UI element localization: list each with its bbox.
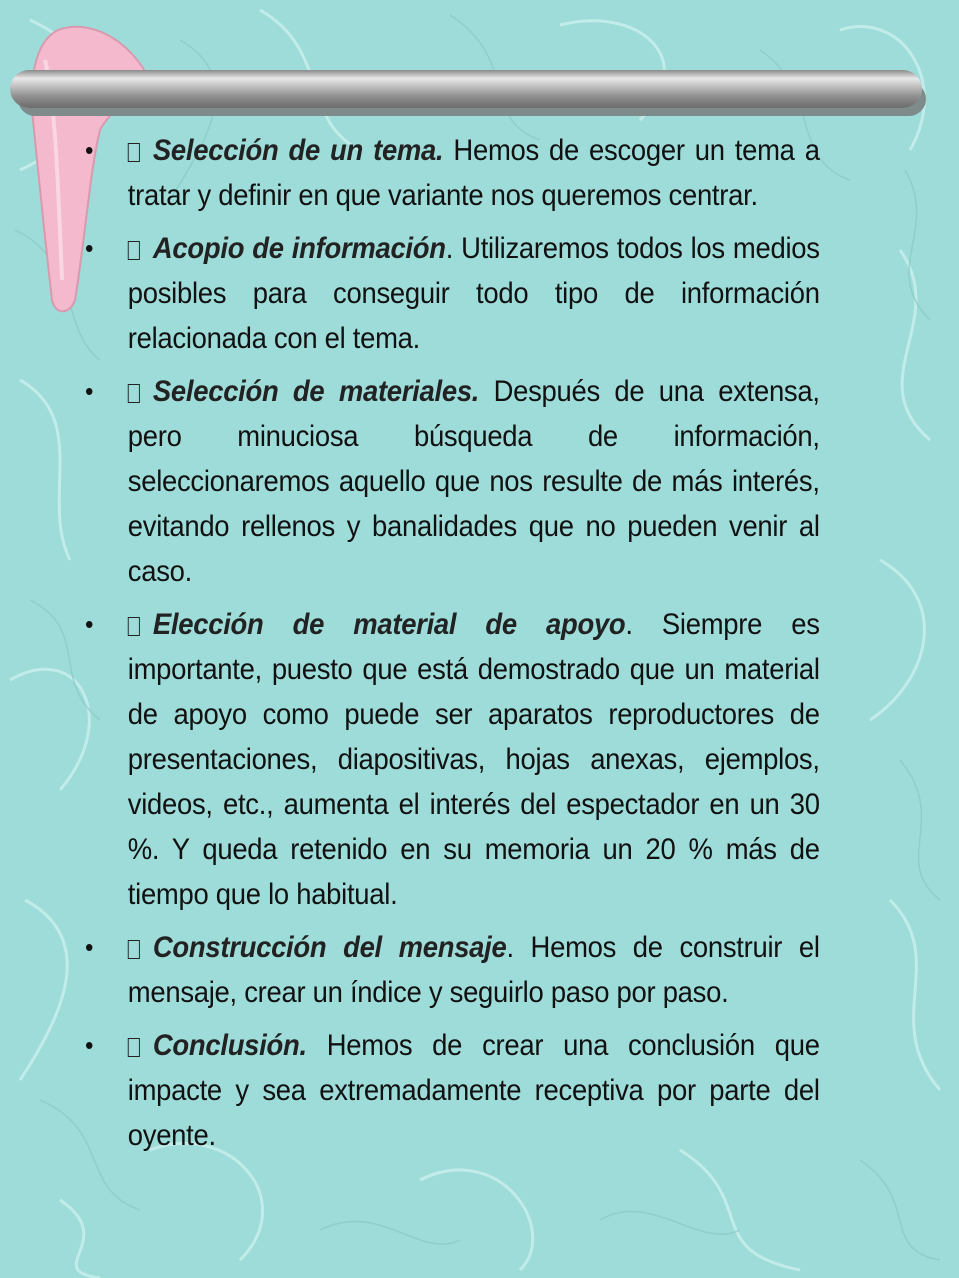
item-term: Construcción del mensaje xyxy=(152,931,507,964)
bullet-icon: • xyxy=(85,135,94,165)
item-term: Selección de un tema. xyxy=(152,134,444,167)
bullet-icon: • xyxy=(85,932,94,962)
item-text: Después de una extensa, pero minuciosa búsqueda de información, seleccionaremos aquello que nos resulte de más interés, evitando rellenos y banalidades que no pueden venir al caso. xyxy=(127,375,820,588)
bullet-icon: • xyxy=(85,609,94,639)
bullet-icon: • xyxy=(85,1030,94,1060)
checkbox-glyph-icon xyxy=(128,617,140,636)
checkbox-glyph-icon xyxy=(128,1038,140,1057)
item-text: Hemos de escoger un tema a tratar y definir en que variante nos queremos centrar. xyxy=(127,134,820,212)
list-item xyxy=(85,128,820,218)
item-text: Hemos de crear una conclusión que impacte y sea extremadamente receptiva por parte del oyente. xyxy=(127,1029,820,1152)
checkbox-glyph-icon xyxy=(128,143,140,162)
item-term: Conclusión. xyxy=(152,1029,307,1062)
item-term: Elección de material de apoyo xyxy=(152,608,626,641)
item-text: . Hemos de construir el mensaje, crear un índice y seguirlo paso por paso. xyxy=(127,931,820,1009)
checkbox-glyph-icon xyxy=(128,384,140,403)
item-term: Acopio de información xyxy=(152,232,446,265)
bullet-icon: • xyxy=(85,233,94,263)
checkbox-glyph-icon xyxy=(128,241,140,260)
list-item xyxy=(85,226,820,361)
list-item xyxy=(85,925,820,1015)
bullet-icon: • xyxy=(85,376,94,406)
item-term: Selección de materiales. xyxy=(152,375,480,408)
bullet-list xyxy=(85,128,820,1166)
item-text: . Siempre es importante, puesto que está demostrado que un material de apoyo como puede ser aparatos reproductores de presentaciones, diapositivas, hojas anexas, ejemplos, videos, etc., aumenta el interés del espectador en un 30 %. Y queda retenido en su memoria un 20 % más de tiempo que lo habitual. xyxy=(127,608,820,911)
list-item xyxy=(85,369,820,594)
list-item xyxy=(85,1023,820,1158)
list-item xyxy=(85,602,820,917)
header-rule-bar xyxy=(10,70,922,108)
checkbox-glyph-icon xyxy=(128,940,140,959)
item-text: . Utilizaremos todos los medios posibles para conseguir todo tipo de información relacionada con el tema. xyxy=(127,232,820,355)
